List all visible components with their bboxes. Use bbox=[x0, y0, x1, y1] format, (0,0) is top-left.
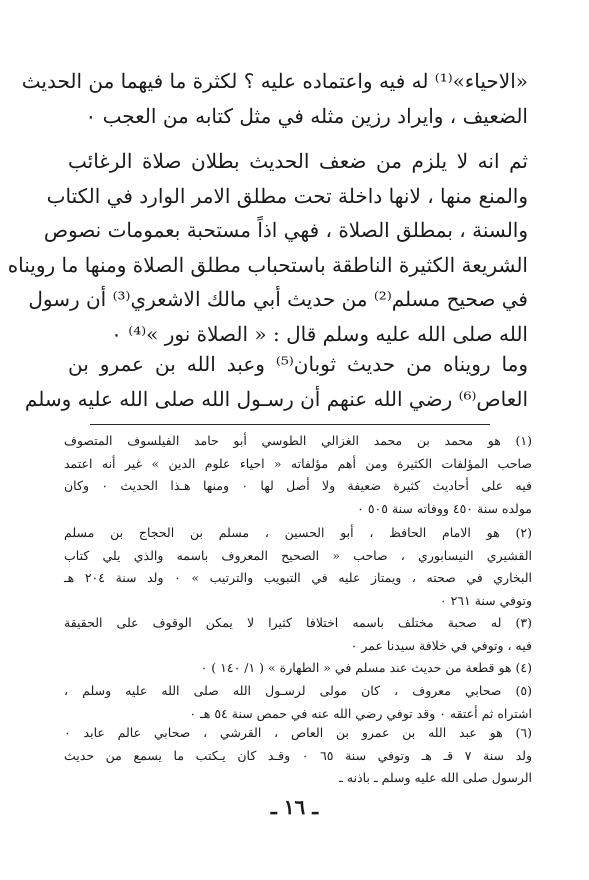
text-line: ثم انه لا يلزم من ضعف الحديث بطلان صلاة الرغائب bbox=[68, 149, 528, 173]
footnote-separator bbox=[90, 424, 490, 425]
footnote-line: (٤) هو قطعة من حديث عند مسلم في « الطهارة » ( ١/ ١٤٠ ) ٠ bbox=[200, 660, 532, 675]
text-line: والمنع منها ، لانها داخلة تحت مطلق الامر الوارد في الكتاب bbox=[46, 183, 528, 208]
text-line: والسنة ، بمطلق الصلاة ، فهي اذاً مستحبة بعمومات نصوص bbox=[43, 218, 528, 242]
footnote-line: (٦) هو عبد الله بن عمرو بن العاص ، القرشي ، صحابي عالم عابد ٠ bbox=[64, 725, 532, 740]
footnote-line: (٢) هو الامام الحافظ ، أبو الحسين ، مسلم بن الحجاج بن مسلم bbox=[64, 525, 532, 540]
paragraph-2 bbox=[7, 144, 528, 351]
footnote-line: (٥) صحابي معروف ، كان مولى لرسـول الله صلى الله عليه وسلم ، bbox=[64, 683, 532, 698]
text-line: الضعيف ، وايراد رزين مثله في مثل كتابه من العجب ٠ bbox=[85, 103, 528, 128]
footnote-line: فيه ، وتوفي في خلافة سيدنا عمر ٠ bbox=[350, 637, 532, 653]
footnote-line: مولده سنة ٤٥٠ ووفاته سنة ٥٠٥ ٠ bbox=[357, 500, 532, 516]
footnote-line: (٣) له صحبة مختلف باسمه اختلافا كثيرا لا يمكن الوقوف على الحقيقة bbox=[64, 615, 532, 630]
footnote-4 bbox=[64, 657, 532, 680]
text-line: «الاحياء»⁽¹⁾ له فيه واعتماده عليه ؟ لكثرة ما فيهما من الحديث bbox=[21, 69, 528, 93]
footnote-2 bbox=[64, 522, 532, 612]
footnote-line: القشيري النيسابوري ، صاحب « الصحيح المعروف باسمه والذي يلي كتاب bbox=[64, 547, 532, 563]
footnote-line: فيه على أحاديث كثيرة ضعيفة ولا أصل لها ٠ ومنها هـذا الحديث ٠ وكان bbox=[64, 478, 532, 493]
footnote-5 bbox=[64, 680, 532, 725]
footnote-line: ولد سنة ٧ قـ هـ وتوفي سنة ٦٥ ٠ وقـد كان يـكتب ما يسمع من حديث bbox=[64, 747, 532, 763]
footnote-line: الرسول صلى الله عليه وسلم ـ باذنه ـ bbox=[339, 770, 532, 785]
text-line: الشريعة الكثيرة الناطقة باستحباب مطلق الصلاة ومنها ما رويناه bbox=[7, 252, 528, 277]
text-line: الله صلى الله عليه وسلم قال : « الصلاة نور »⁽⁴⁾ ٠ bbox=[111, 321, 528, 346]
paragraph-3 bbox=[24, 347, 528, 416]
footnote-6 bbox=[64, 722, 532, 790]
footnote-line: اشتراه ثم أعتقه ٠ وقد توفي رضي الله عنه في حمص سنة ٥٤ هـ ٠ bbox=[189, 705, 532, 721]
footnote-1 bbox=[64, 430, 532, 520]
text-line: العاص⁽⁶⁾ رضي الله عنهم أن رسـول الله صلى الله عليه وسلم bbox=[24, 386, 528, 411]
footnote-line: (١) هو محمد بن محمد الغزالي الطوسي أبو حامد الفيلسوف المتصوف bbox=[64, 433, 532, 448]
footnote-3 bbox=[64, 612, 532, 657]
page-number: ـ ١٦ ـ bbox=[270, 795, 319, 819]
text-line: وما رويناه من حديث ثوبان⁽⁵⁾ وعبد الله بن عمرو بن bbox=[68, 352, 528, 376]
footnote-line: صاحب المؤلفات الكثيرة ومن أهم مؤلفاته « احياء علوم الدين » غير أنه اعتمد bbox=[64, 455, 532, 471]
text-line: في صحيح مسلم⁽²⁾ من حديث أبي مالك الاشعري⁽³⁾ أن رسول bbox=[28, 287, 528, 311]
footnote-line: البخاري في صحته ، ويمتاز عليه في التبويب والترتيب » ٠ ولد سنة ٢٠٤ هـ bbox=[64, 570, 532, 585]
footnote-line: وتوفي سنة ٢٦١ ٠ bbox=[439, 592, 532, 608]
paragraph-1 bbox=[21, 64, 528, 133]
